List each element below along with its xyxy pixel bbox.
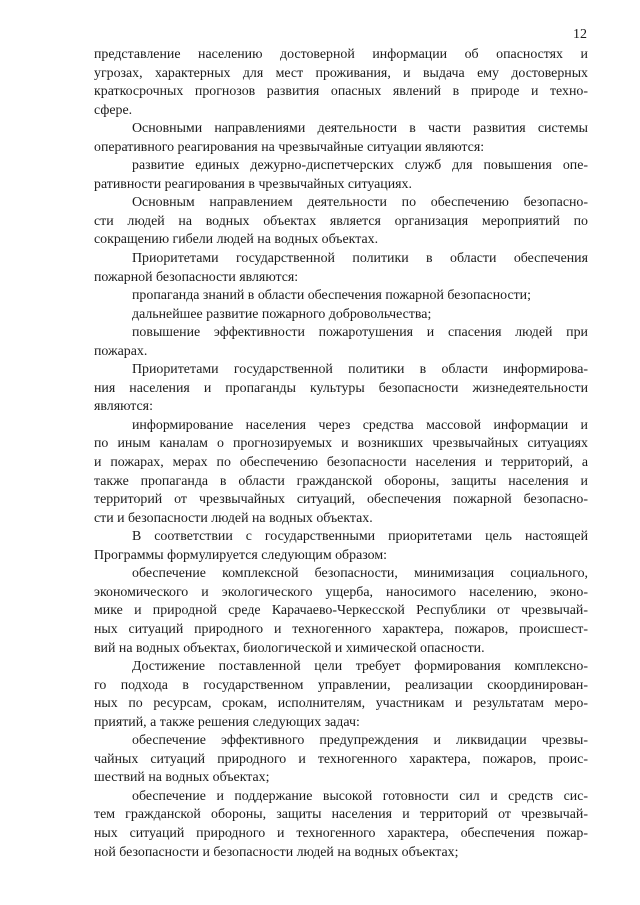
text-line: Основным направлением деятельности по обеспечению безопасно- xyxy=(132,195,588,211)
text-line: обеспечение и поддержание высокой готовности сил и средств сис- xyxy=(132,788,588,804)
text-line: ных по ресурсам, срокам, исполнителям, участникам и результатам меро- xyxy=(94,696,588,712)
text-line: угрозах, характерных для мест проживания, и выдача ему достоверных xyxy=(94,65,588,81)
paragraph xyxy=(94,658,588,732)
text-line: ных ситуаций природного и техногенного характера, обеспечения пожар- xyxy=(94,825,588,841)
text-line: обеспечение комплексной безопасности, минимизация социального, xyxy=(132,566,588,582)
paragraph xyxy=(94,528,588,565)
text-line: пожарах. xyxy=(94,343,148,359)
text-line: территорий от чрезвычайных ситуаций, обеспечения пожарной безопасно- xyxy=(94,492,588,508)
paragraph xyxy=(94,157,588,194)
text-line: приятий, а также решения следующих задач: xyxy=(94,714,360,730)
text-line: также пропаганда в области гражданской обороны, защиты населения и xyxy=(94,473,588,489)
text-line: обеспечение эффективного предупреждения и ликвидации чрезвы- xyxy=(132,733,588,749)
paragraph xyxy=(94,120,588,157)
text-line: повышение эффективности пожаротушения и спасения людей при xyxy=(132,325,588,341)
text-line: и пожарах, мерах по обеспечению безопасности населения и территорий, а xyxy=(94,455,588,471)
paragraph xyxy=(94,361,588,417)
paragraph xyxy=(94,194,588,250)
text-line: экономического и экологического ущерба, наносимого населению, эконо- xyxy=(94,584,588,600)
text-line: ративности реагирования в чрезвычайных ситуациях. xyxy=(94,176,412,192)
paragraph xyxy=(94,46,588,120)
text-line: В соответствии с государственными приоритетами цель настоящей xyxy=(132,529,588,545)
text-line: сокращению гибели людей на водных объектах. xyxy=(94,232,379,248)
text-line: оперативного реагирования на чрезвычайные ситуации являются: xyxy=(94,139,485,155)
text-line: ной безопасности и безопасности людей на водных объектах; xyxy=(94,844,459,860)
paragraph xyxy=(94,732,588,788)
text-line: го подхода в государственном управлении, реализации скоординирован- xyxy=(94,677,588,693)
text-line: Программы формулируется следующим образом: xyxy=(94,547,387,563)
paragraph xyxy=(94,287,588,306)
text-line: развитие единых дежурно-диспетчерских служб для повышения опе- xyxy=(132,158,588,174)
text-line: краткосрочных прогнозов развития опасных явлений в природе и техно- xyxy=(94,84,588,100)
paragraph xyxy=(94,306,588,325)
text-line: ных ситуаций природного и техногенного характера, пожаров, происшест- xyxy=(94,621,588,637)
paragraph xyxy=(94,324,588,361)
page-number: 12 xyxy=(573,27,587,42)
text-line: представление населению достоверной информации об опасностях и xyxy=(94,47,588,62)
text-line: являются: xyxy=(94,399,153,415)
text-line: Достижение поставленной цели требует формирования комплексно- xyxy=(132,659,588,675)
text-line: сти людей на водных объектах является организация мероприятий по xyxy=(94,213,588,229)
text-line: чайных ситуаций природного и техногенного характера, пожаров, проис- xyxy=(94,751,588,767)
paragraph xyxy=(94,565,588,658)
text-line: пропаганда знаний в области обеспечения пожарной безопасности; xyxy=(132,288,531,304)
text-line: сти и безопасности людей на водных объектах. xyxy=(94,510,373,526)
paragraph xyxy=(94,417,588,528)
text-line: сфере. xyxy=(94,102,133,118)
text-line: мике и природной среде Карачаево-Черкесской Республики от чрезвычай- xyxy=(94,603,588,619)
text-line: по иным каналам о прогнозируемых и возникших чрезвычайных ситуациях xyxy=(94,436,588,452)
text-line: вий на водных объектах, биологической и химической опасности. xyxy=(94,640,485,656)
text-line: тем гражданской обороны, защиты населения и территорий от чрезвычай- xyxy=(94,807,588,823)
document-body xyxy=(94,46,588,862)
text-line: Приоритетами государственной политики в области информирова- xyxy=(132,362,588,378)
text-line: Приоритетами государственной политики в области обеспечения xyxy=(132,251,588,267)
text-line: ния населения и пропаганды культуры безопасности жизнедеятельности xyxy=(94,380,588,396)
text-line: дальнейшее развитие пожарного добровольчества; xyxy=(132,306,432,322)
paragraph xyxy=(94,788,588,862)
text-line: Основными направлениями деятельности в части развития системы xyxy=(132,121,588,137)
text-line: информирование населения через средства массовой информации и xyxy=(132,417,588,433)
text-line: пожарной безопасности являются: xyxy=(94,269,299,285)
paragraph xyxy=(94,250,588,287)
text-line: шествий на водных объектах; xyxy=(94,770,270,786)
